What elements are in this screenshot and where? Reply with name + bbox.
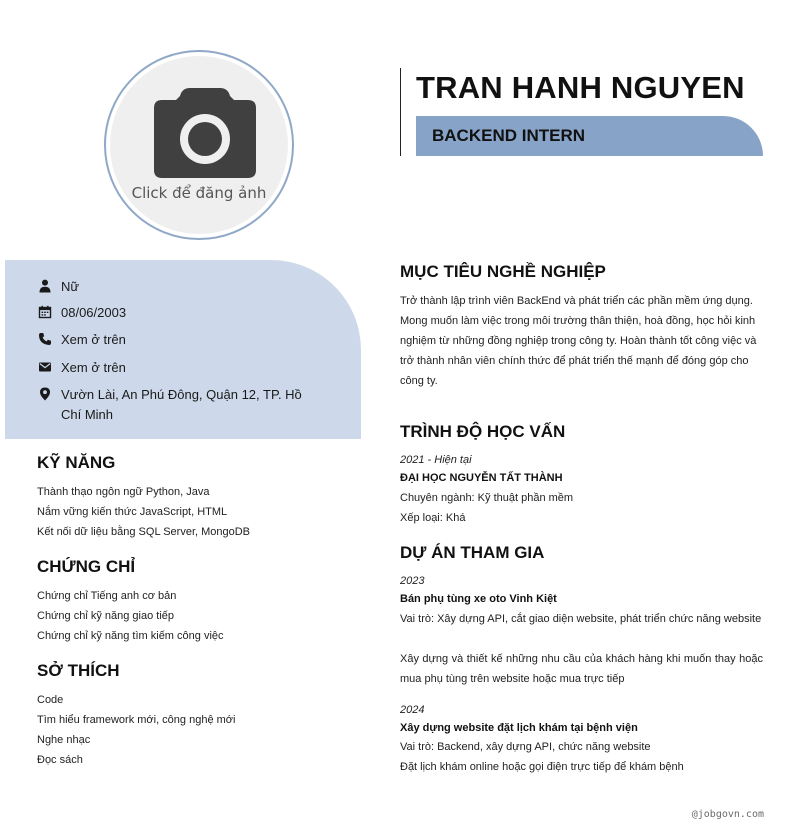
position-banner bbox=[416, 116, 763, 156]
gender-value: Nữ bbox=[61, 279, 80, 294]
objective-text: Trở thành lập trình viên BackEnd và phát triển các phần mềm ứng dụng. Mong muốn làm việc trong môi trường thân thiện, hoà đồng, học hỏi kinh nghiệm từ những đồng nghiệp trong công ty. Hoàn thành tốt công việc và trở thành nhân viên chính thức để phát triển thế mạnh để đóng góp cho công ty. bbox=[400, 295, 757, 387]
project-description: Xây dựng và thiết kế những nhu cầu của khách hàng khi muốn thay hoặc mua phụ tùng trên website hoặc mua trực tiếp bbox=[400, 653, 763, 685]
contact-address bbox=[38, 385, 321, 425]
dob-value: 08/06/2003 bbox=[61, 305, 127, 320]
education-school: ĐẠI HỌC NGUYỄN TẤT THÀNH bbox=[400, 472, 563, 484]
certificate-item: Chứng chỉ kỹ năng tìm kiếm công việc bbox=[37, 630, 224, 642]
contact-dob bbox=[38, 303, 321, 323]
skill-item: Nắm vững kiến thức JavaScript, HTML bbox=[37, 506, 228, 518]
certificates-title: CHỨNG CHỈ bbox=[37, 557, 136, 576]
skill-item: Kết nối dữ liệu bằng SQL Server, MongoDB bbox=[37, 526, 251, 538]
contact-phone bbox=[38, 330, 321, 350]
person-icon bbox=[38, 279, 52, 293]
projects-title: DỰ ÁN THAM GIA bbox=[400, 543, 545, 562]
project-description: Đặt lịch khám online hoặc gọi điện trực tiếp để khám bệnh bbox=[400, 761, 684, 773]
hobby-item: Tìm hiểu framework mới, công nghệ mới bbox=[37, 714, 236, 726]
header-divider bbox=[400, 68, 401, 156]
phone-icon bbox=[38, 332, 52, 346]
education-title: TRÌNH ĐỘ HỌC VẤN bbox=[400, 422, 566, 441]
certificate-item: Chứng chỉ Tiếng anh cơ bản bbox=[37, 590, 177, 602]
contact-gender bbox=[38, 277, 321, 297]
project-role: Vai trò: Xây dựng API, cắt giao diện website, phát triển chức năng website bbox=[400, 613, 762, 625]
address-value: Vườn Lài, An Phú Đông, Quận 12, TP. Hồ Chí Minh bbox=[61, 387, 302, 422]
candidate-name: TRAN HANH NGUYEN bbox=[416, 70, 745, 105]
avatar-caption: Click để đăng ảnh bbox=[131, 184, 267, 202]
hobby-item: Nghe nhạc bbox=[37, 734, 91, 746]
certificate-item: Chứng chỉ kỹ năng giao tiếp bbox=[37, 610, 175, 622]
calendar-icon bbox=[38, 305, 52, 319]
skill-item: Thành thạo ngôn ngữ Python, Java bbox=[37, 486, 210, 498]
project-name: Xây dựng website đặt lịch khám tại bệnh viện bbox=[400, 722, 638, 734]
hobby-item: Đọc sách bbox=[37, 754, 83, 766]
mail-icon bbox=[38, 360, 52, 374]
camera-icon bbox=[150, 86, 260, 178]
avatar-upload[interactable] bbox=[104, 50, 294, 240]
hobby-item: Code bbox=[37, 694, 64, 706]
watermark: @jobgovn.com bbox=[691, 809, 764, 820]
project-year: 2023 bbox=[400, 575, 425, 587]
contact-panel bbox=[5, 260, 361, 439]
phone-value: Xem ở trên bbox=[61, 332, 126, 347]
education-major: Chuyên ngành: Kỹ thuật phần mềm bbox=[400, 492, 574, 504]
objective-title: MỤC TIÊU NGHỀ NGHIỆP bbox=[400, 262, 606, 281]
position-title: BACKEND INTERN bbox=[432, 126, 585, 145]
project-name: Bán phụ tùng xe oto Vinh Kiệt bbox=[400, 593, 557, 605]
education-period: 2021 - Hiện tại bbox=[400, 454, 472, 466]
hobbies-title: SỞ THÍCH bbox=[37, 661, 120, 680]
skills-title: KỸ NĂNG bbox=[37, 453, 116, 472]
project-role: Vai trò: Backend, xây dựng API, chức năng website bbox=[400, 741, 651, 753]
avatar-placeholder bbox=[110, 56, 288, 234]
education-grade: Xếp loại: Khá bbox=[400, 512, 466, 524]
location-pin-icon bbox=[38, 387, 52, 401]
email-value: Xem ở trên bbox=[61, 360, 126, 375]
project-year: 2024 bbox=[400, 704, 425, 716]
contact-email bbox=[38, 358, 321, 378]
